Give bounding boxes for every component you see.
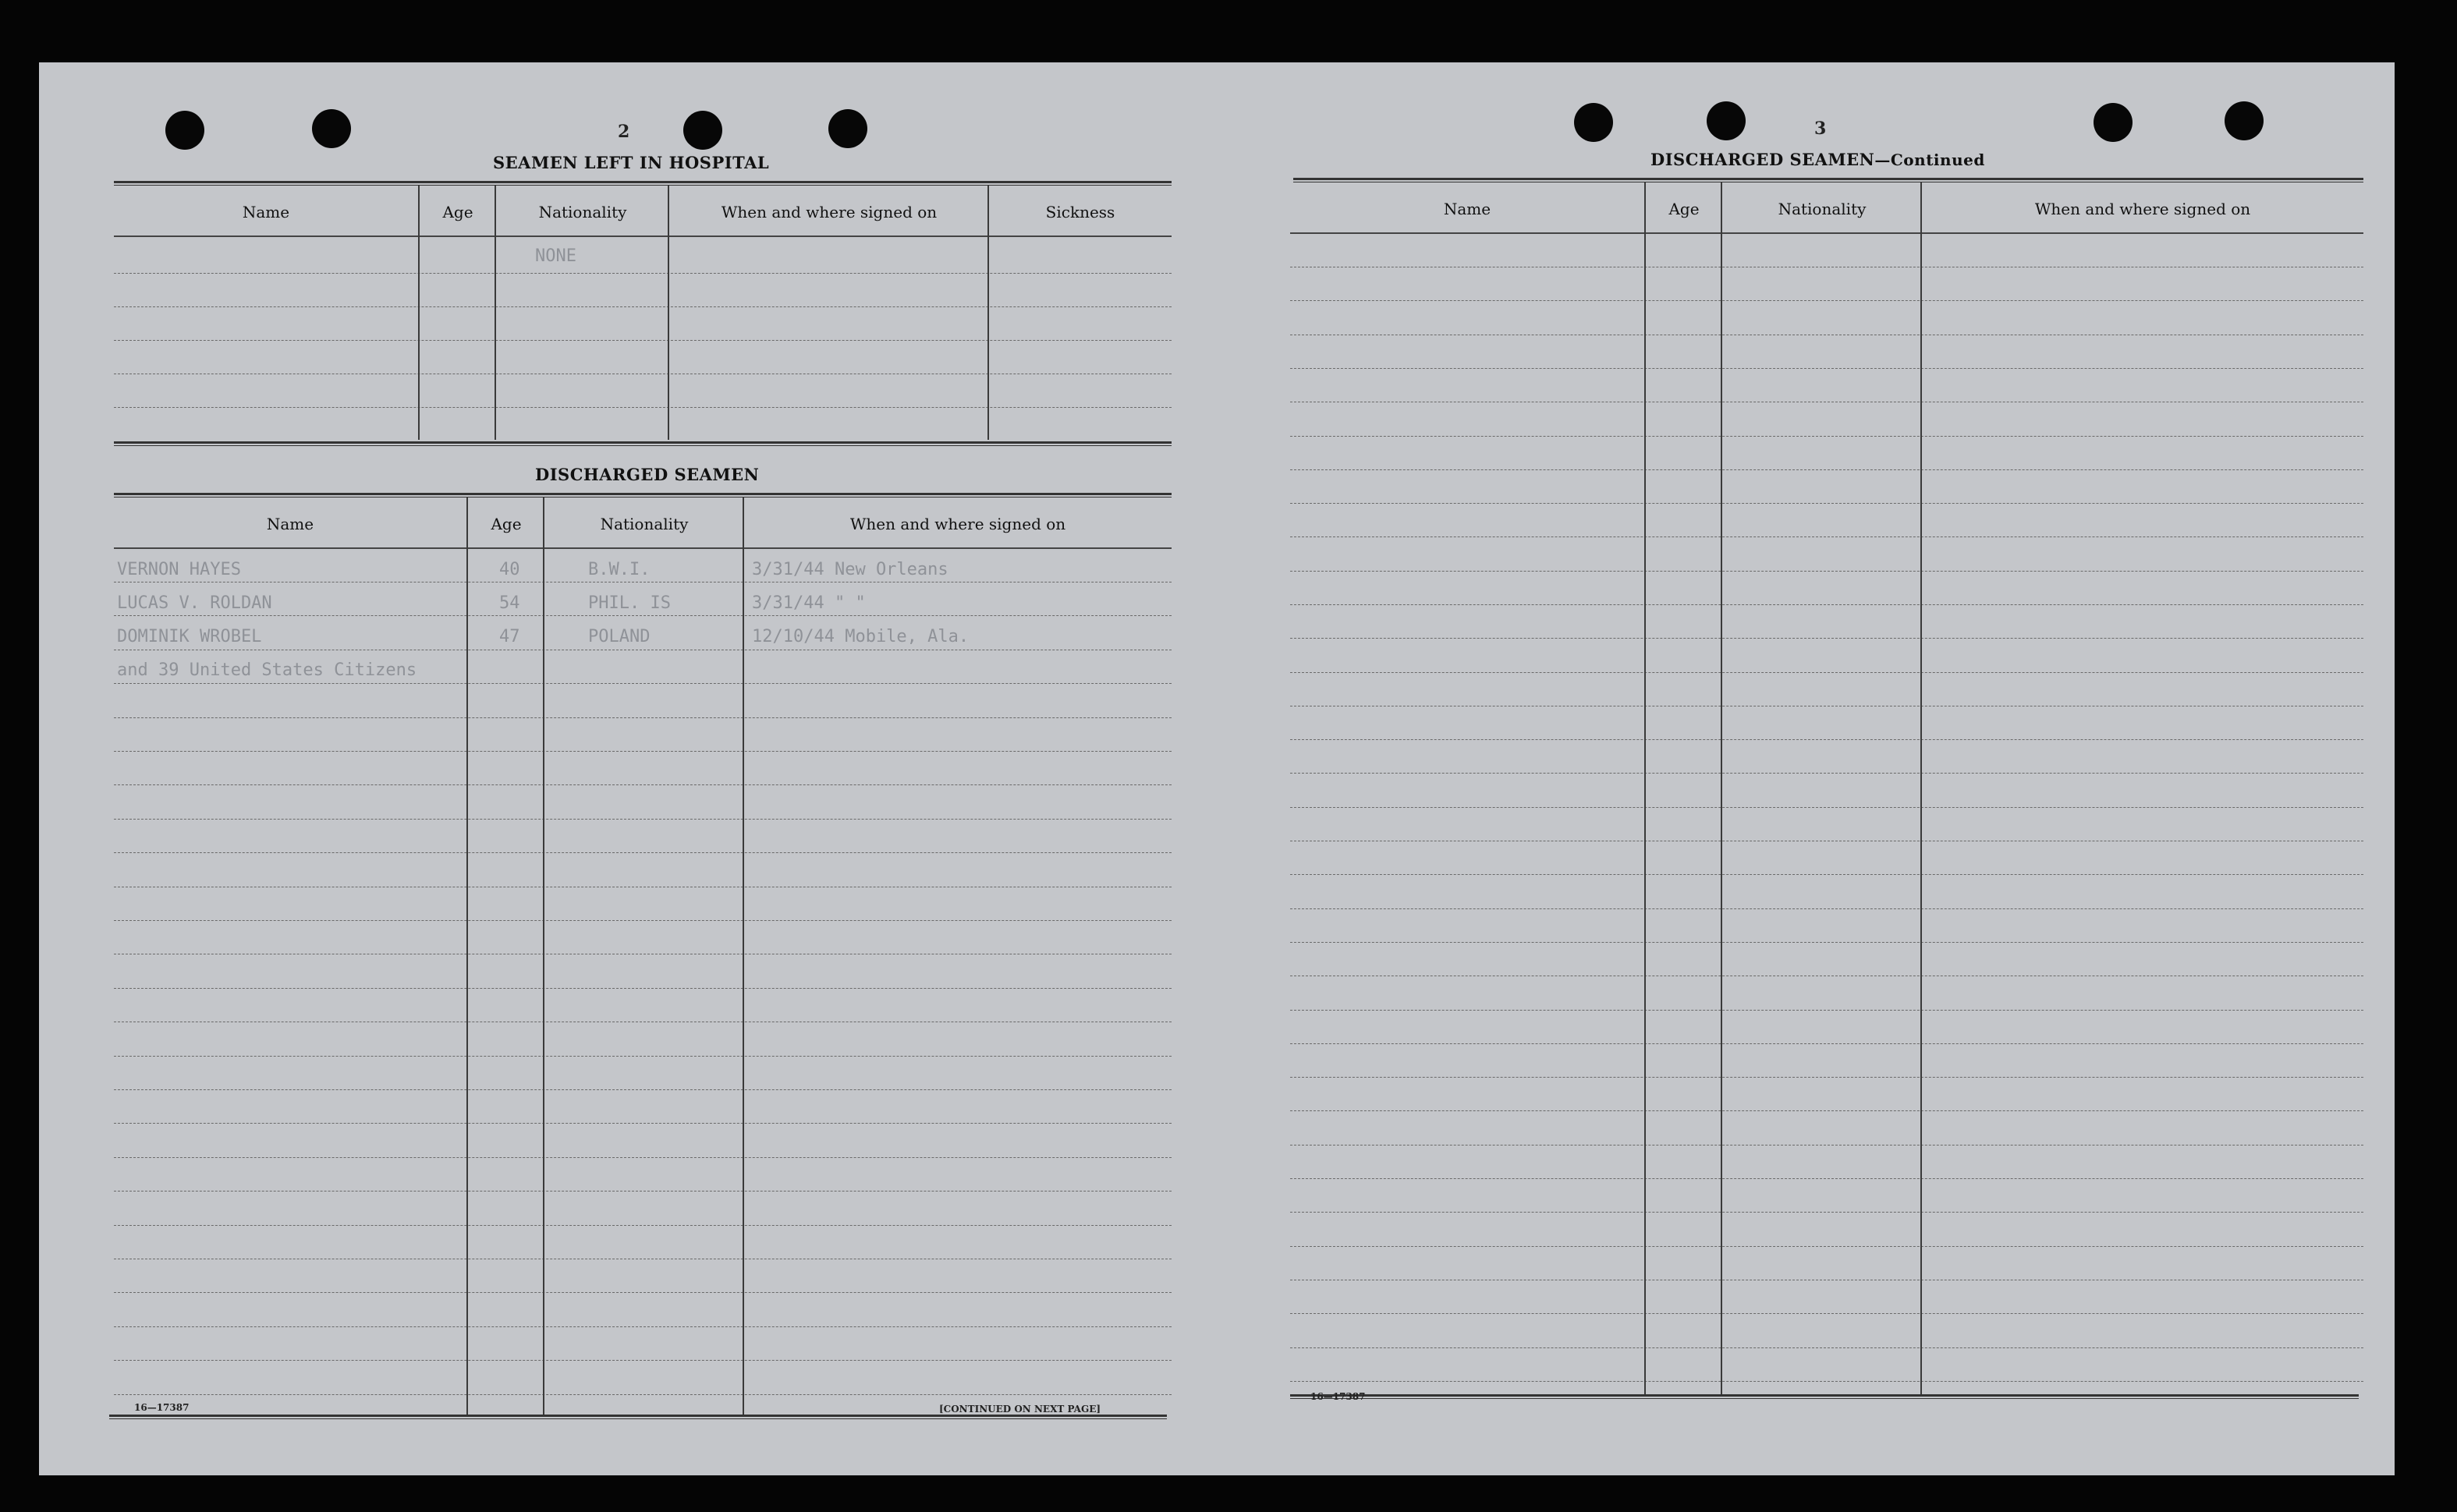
punch-hole xyxy=(312,109,351,148)
discharged-continued-title xyxy=(1650,150,1985,169)
discharged-age: 47 xyxy=(499,627,520,646)
table-row-rule xyxy=(1290,1077,2363,1078)
hospital-bottom-rule xyxy=(114,441,1172,446)
discharged-col-divider xyxy=(543,498,544,1415)
continued-bottom-rule xyxy=(1290,1394,2359,1399)
punch-hole xyxy=(1574,103,1613,142)
continued-top-rule xyxy=(1293,178,2363,182)
table-row-rule xyxy=(1290,908,2363,909)
table-row-rule xyxy=(1290,503,2363,504)
continued-header-name: Name xyxy=(1443,200,1491,218)
table-row-rule xyxy=(114,1191,1172,1192)
table-row-rule xyxy=(1290,672,2363,673)
table-row-rule xyxy=(1290,638,2363,639)
punch-hole xyxy=(165,111,204,150)
discharged-header-rule xyxy=(114,547,1172,549)
punch-hole xyxy=(828,109,867,148)
table-row-rule xyxy=(114,683,1172,684)
table-row-rule xyxy=(114,1326,1172,1327)
table-row-rule xyxy=(1290,1313,2363,1314)
hospital-header-name: Name xyxy=(242,203,290,221)
continued-header-signed-on: When and where signed on xyxy=(2034,200,2251,218)
table-row-rule xyxy=(114,784,1172,785)
title-main: DISCHARGED SEAMEN xyxy=(1650,150,1875,169)
hospital-title: SEAMEN LEFT IN HOSPITAL xyxy=(493,153,770,172)
table-row-rule xyxy=(1290,1178,2363,1179)
continued-note: [CONTINUED ON NEXT PAGE] xyxy=(939,1404,1101,1415)
table-row-rule xyxy=(1290,773,2363,774)
discharged-header-age: Age xyxy=(491,515,522,533)
discharged-header-signed-on: When and where signed on xyxy=(849,515,1066,533)
table-row-rule xyxy=(1290,571,2363,572)
page-number-right: 3 xyxy=(1814,119,1827,139)
table-row-rule xyxy=(114,1360,1172,1361)
table-row-rule xyxy=(1290,300,2363,301)
discharged-signed-on: 3/31/44 " " xyxy=(752,593,866,613)
discharged-title: DISCHARGED SEAMEN xyxy=(535,465,760,484)
table-row-rule xyxy=(1290,1010,2363,1011)
table-row-rule xyxy=(1290,942,2363,943)
hospital-top-rule xyxy=(114,181,1172,186)
form-number-right: 16—17387 xyxy=(1310,1391,1366,1402)
table-row-rule xyxy=(1290,807,2363,808)
table-row-rule xyxy=(114,751,1172,752)
table-row-rule xyxy=(114,615,1172,616)
table-row-rule xyxy=(114,852,1172,853)
form-number-left: 16—17387 xyxy=(134,1402,190,1413)
discharged-col-divider xyxy=(466,498,468,1415)
discharged-bottom-rule xyxy=(109,1415,1167,1419)
discharged-age: 40 xyxy=(499,560,520,579)
table-row-rule xyxy=(114,920,1172,921)
hospital-header-rule xyxy=(114,235,1172,237)
table-row-rule xyxy=(1290,874,2363,875)
hospital-header-nationality: Nationality xyxy=(538,203,627,221)
discharged-age: 54 xyxy=(499,593,520,613)
discharged-header-name: Name xyxy=(266,515,314,533)
discharged-nationality: POLAND xyxy=(588,627,651,646)
hospital-entry: NONE xyxy=(535,246,576,266)
form-sheet xyxy=(39,62,2395,1475)
table-row-rule xyxy=(114,1225,1172,1226)
table-row-rule xyxy=(114,1056,1172,1057)
table-row-rule xyxy=(1290,368,2363,369)
hospital-row-rule xyxy=(114,340,1172,341)
table-row-rule xyxy=(1290,436,2363,437)
discharged-name: LUCAS V. ROLDAN xyxy=(117,593,272,613)
punch-hole xyxy=(2225,101,2264,140)
hospital-col-divider xyxy=(495,186,496,440)
table-row-rule xyxy=(114,988,1172,989)
continued-col-divider xyxy=(1721,182,1722,1394)
table-row-rule xyxy=(1290,1212,2363,1213)
punch-hole xyxy=(2094,103,2133,142)
hospital-col-divider xyxy=(987,186,989,440)
table-row-rule xyxy=(114,819,1172,820)
table-row-rule xyxy=(1290,469,2363,470)
discharged-nationality: B.W.I. xyxy=(588,560,651,579)
table-row-rule xyxy=(114,1394,1172,1395)
title-continued: —Continued xyxy=(1874,150,1985,169)
hospital-row-rule xyxy=(114,273,1172,274)
table-row-rule xyxy=(114,1157,1172,1158)
discharged-note: and 39 United States Citizens xyxy=(117,660,417,680)
hospital-col-divider xyxy=(668,186,669,440)
page-number-left: 2 xyxy=(618,122,630,142)
hospital-header-sickness: Sickness xyxy=(1045,203,1115,221)
continued-col-divider xyxy=(1920,182,1922,1394)
punch-hole xyxy=(1707,101,1746,140)
table-row-rule xyxy=(114,1123,1172,1124)
discharged-col-divider xyxy=(743,498,744,1415)
continued-col-divider xyxy=(1644,182,1646,1394)
hospital-row-rule xyxy=(114,407,1172,408)
table-row-rule xyxy=(1290,536,2363,537)
discharged-signed-on: 12/10/44 Mobile, Ala. xyxy=(752,627,970,646)
hospital-header-signed-on: When and where signed on xyxy=(721,203,938,221)
table-row-rule xyxy=(114,1292,1172,1293)
continued-header-rule xyxy=(1290,232,2363,234)
table-row-rule xyxy=(114,717,1172,718)
discharged-name: VERNON HAYES xyxy=(117,560,241,579)
table-row-rule xyxy=(1290,604,2363,605)
table-row-rule xyxy=(1290,1347,2363,1348)
table-row-rule xyxy=(114,1089,1172,1090)
continued-header-nationality: Nationality xyxy=(1778,200,1867,218)
continued-header-age: Age xyxy=(1668,200,1700,218)
table-row-rule xyxy=(1290,1043,2363,1044)
discharged-nationality: PHIL. IS xyxy=(588,593,671,613)
discharged-name: DOMINIK WROBEL xyxy=(117,627,262,646)
discharged-top-rule xyxy=(114,493,1172,498)
table-row-rule xyxy=(1290,1246,2363,1247)
table-row-rule xyxy=(1290,1145,2363,1146)
table-row-rule xyxy=(1290,1381,2363,1382)
hospital-row-rule xyxy=(114,306,1172,307)
hospital-header-age: Age xyxy=(442,203,473,221)
punch-hole xyxy=(683,111,722,150)
hospital-col-divider xyxy=(418,186,420,440)
table-row-rule xyxy=(1290,739,2363,740)
discharged-signed-on: 3/31/44 New Orleans xyxy=(752,560,948,579)
table-row-rule xyxy=(1290,1110,2363,1111)
discharged-header-nationality: Nationality xyxy=(600,515,689,533)
